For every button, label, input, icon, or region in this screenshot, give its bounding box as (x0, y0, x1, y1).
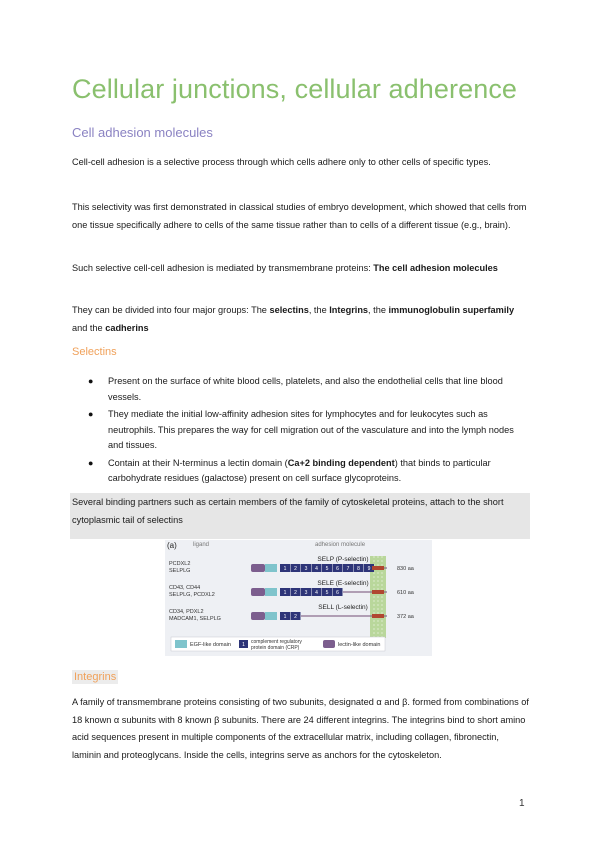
groups-text-g: and the (72, 322, 106, 333)
list-item (72, 456, 530, 487)
lectin-domain (251, 564, 265, 572)
transmembrane-segment (372, 566, 384, 570)
highlighted-note (70, 493, 530, 539)
bullet-text-bold: Ca+2 binding dependent (287, 457, 395, 468)
section-heading-cell-adhesion: Cell adhesion molecules (72, 125, 213, 140)
page-title: Cellular junctions, cellular adherence (72, 74, 518, 104)
egf-domain (265, 612, 277, 620)
protein-size-label: 372 aa (397, 614, 414, 620)
bullet-text: They mediate the initial low-affinity adhesion sites for lymphocytes and for leukocytes such as neutrophils. This prepares the way for cell migration out of the vasculature and into the lymph nodes and tissues. (108, 409, 514, 450)
paragraph-selectivity: This selectivity was first demonstrated in classical studies of embryo development, which showed that cells from one tissue specifically adhere to cells of the same tissue rather than to cells of a different tissue (e.g., brain). (72, 202, 527, 230)
bullet-icon: ● (88, 457, 94, 468)
lectin-domain (251, 588, 265, 596)
crp-domain-number: 1 (283, 614, 287, 620)
ligand-label: SELPLG, PCDXL2 (169, 592, 215, 598)
protein-size-label: 830 aa (397, 566, 414, 572)
crp-domain-number: 8 (357, 566, 360, 572)
crp-domain-number: 7 (346, 566, 350, 572)
bullet-icon: ● (88, 409, 94, 419)
lectin-legend-swatch (323, 640, 335, 648)
groups-text-c: , the (308, 305, 330, 315)
crp-domain-number: 9 (367, 566, 371, 572)
crp-domain-number: 1 (283, 590, 287, 596)
bullet-icon: ● (88, 376, 94, 386)
lectin-legend-label: lectin-like domain (338, 642, 381, 648)
crp-domain-number: 4 (315, 590, 318, 596)
crp-legend-label-1: complement regulatory (251, 639, 302, 645)
section-heading-selectins: Selectins (72, 346, 117, 358)
ligand-label: CD43, CD44 (169, 585, 201, 591)
ligand-label: MADCAM1, SELPLG (169, 616, 221, 622)
crp-domain-number: 5 (325, 590, 329, 596)
crp-domain-number: 4 (315, 566, 318, 572)
crp-domain-number: 6 (336, 566, 339, 572)
bullet-text: Present on the surface of white blood cells, platelets, and also the endothelial cells that line blood vessels. (108, 376, 503, 402)
section-heading-integrins: Integrins (74, 671, 117, 683)
selectins-bullet-list (72, 374, 530, 489)
groups-integrins: Integrins (329, 305, 369, 315)
list-item (72, 407, 530, 454)
crp-domain-number: 2 (294, 566, 297, 572)
protein-size-label: 610 aa (397, 590, 414, 596)
groups-immunoglobulin: immunoglobulin superfamily (388, 305, 515, 315)
paragraph-mediated (72, 260, 530, 278)
egf-legend-swatch (175, 640, 187, 648)
egf-domain (265, 588, 277, 596)
ligand-column-header: ligand (193, 542, 210, 548)
adhesion-column-header: adhesion molecule (315, 542, 366, 548)
crp-domain-number: 2 (294, 614, 297, 620)
transmembrane-segment (372, 590, 384, 594)
highlighted-note-text: Several binding partners such as certain members of the family of cytoskeletal proteins, attach to the short cytoplasmic tail of selectins (72, 497, 504, 525)
selectin-name-label: SELP (P-selectin) (317, 556, 369, 563)
paragraph-mediated-text: Such selective cell-cell adhesion is mediated by transmembrane proteins: (72, 263, 374, 273)
crp-legend-label-2: protein domain (CRP) (251, 645, 300, 651)
groups-cadherins: cadherins (105, 322, 149, 333)
page-number: 1 (519, 798, 525, 809)
ligand-label: PCDXL2 (169, 561, 191, 567)
bullet-text: Contain at their N-terminus a lectin domain ( (108, 457, 288, 468)
crp-domain-number: 6 (336, 590, 339, 596)
paragraph-integrins: A family of transmembrane proteins consisting of two subunits, designated α and β. formed from combinations of 18 known α subunits with 8 known β subunits. There are 24 different integrins. The integrins bind to short amino acid sequences present in multiple components of the extracellular matrix, including collagen, fibronectin, laminin and proteoglycans. Inside the cells, integrins serve as anchors for the cytoskeleton. (72, 697, 529, 760)
paragraph-mediated-bold: The cell adhesion molecules (373, 263, 498, 273)
selectin-name-label: SELL (L-selectin) (318, 604, 368, 611)
selectin-name-label: SELE (E-selectin) (317, 580, 369, 587)
crp-domain-number: 3 (304, 566, 308, 572)
egf-domain (265, 564, 277, 572)
paragraph-intro: Cell-cell adhesion is a selective process through which cells adhere only to other cells of specific types. (72, 157, 491, 167)
transmembrane-segment (372, 614, 384, 618)
selectin-structure-figure (165, 540, 432, 656)
groups-selectins: selectins (269, 305, 309, 315)
figure-panel-label: (a) (167, 541, 177, 550)
bullet-text-post: ) that binds to particular carbohydrate residues (galactose) present on cell surface glycoproteins. (108, 457, 491, 483)
ligand-label: CD34, PDXL2 (169, 609, 204, 615)
lectin-domain (251, 612, 265, 620)
crp-domain-number: 5 (325, 566, 329, 572)
selectin-diagram (165, 540, 432, 656)
crp-domain-number: 2 (294, 590, 297, 596)
crp-domain-number: 3 (304, 590, 308, 596)
groups-text-e: , the (368, 305, 389, 315)
egf-legend-label: EGF-like domain (190, 642, 231, 648)
groups-text-a: They can be divided into four major groups: The (72, 305, 270, 315)
crp-legend-number: 1 (242, 642, 245, 648)
list-item (72, 374, 530, 405)
ligand-label: SELPLG (169, 568, 191, 574)
paragraph-groups (72, 302, 530, 337)
crp-domain-number: 1 (283, 566, 287, 572)
